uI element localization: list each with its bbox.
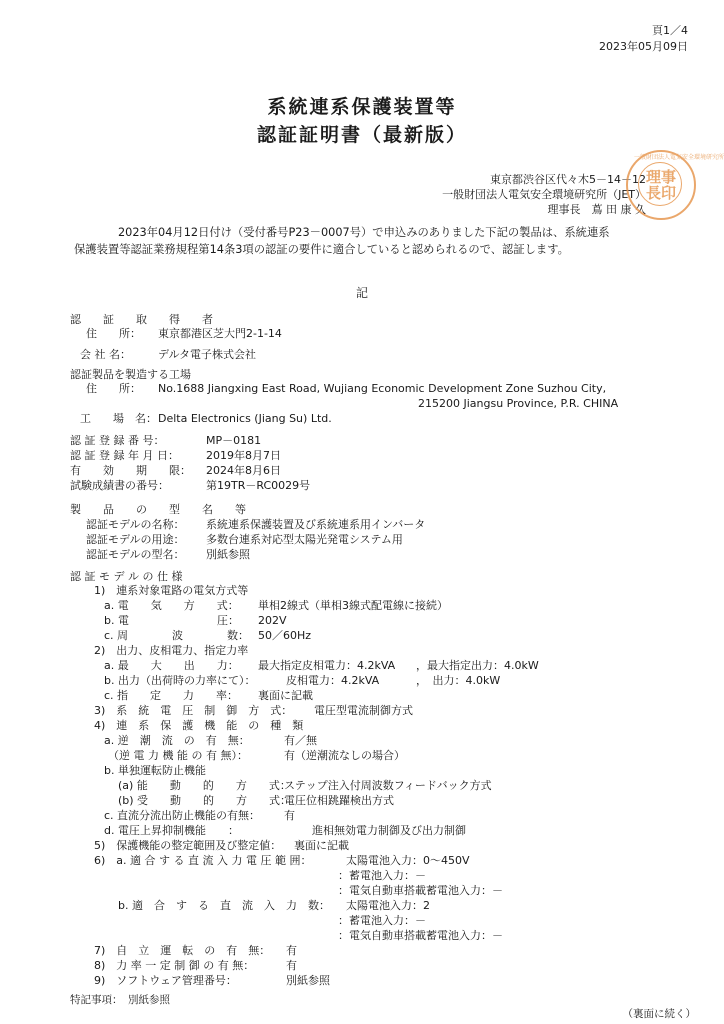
- spec-6b-solar: 太陽電池入力：2: [346, 899, 430, 912]
- spec-4b2-label: (b) 受 動 的 方 式：: [118, 794, 292, 807]
- spec-3-label: 3) 系 統 電 圧 制 御 方 式：: [94, 704, 293, 717]
- spec-1c-label: c. 周 波 数：: [104, 629, 250, 642]
- spec-4b1-label: (a) 能 動 的 方 式：: [118, 779, 291, 792]
- spec-9-label: 9) ソフトウェア管理番号：: [94, 974, 237, 987]
- document-title-line2: 認証証明書（最新版）: [256, 124, 467, 146]
- spec-4d-label: d. 電圧上昇抑制機能 ：: [104, 824, 239, 837]
- factory-address-line1: No.1688 Jiangxing East Road, Wujiang Economic Development Zone Suzhou City,: [158, 382, 607, 395]
- spec-2a-value2: ，最大指定出力：4.0kW: [416, 659, 539, 672]
- spec-2c-label: c. 指 定 力 率：: [104, 689, 239, 702]
- official-seal: [626, 150, 724, 220]
- intro-line1: 2023年04月12日付け（受付番号P23－0007号）で申込みのありました下記の製品は、系統連系: [118, 226, 610, 239]
- spec-2b-value2: ， 出力：4.0kW: [416, 674, 501, 687]
- spec-8-label: 8) 力 率 一 定 制 御 の 有 無：: [94, 959, 255, 972]
- spec-2-heading: 2) 出力、皮相電力、指定力率: [94, 644, 249, 657]
- spec-4c-label: c. 直流分流出防止機能の有無：: [104, 809, 261, 822]
- document-title-line1: 系統連系保護装置等: [267, 96, 457, 118]
- spec-2a-value: 最大指定皮相電力：4.2kVA: [258, 659, 396, 672]
- spec-4a2-label: （逆 電 力 機 能 の 有 無）：: [108, 749, 248, 762]
- spec-6b-label: b. 適 合 す る 直 流 入 力 数：: [118, 899, 330, 912]
- acquirer-company: デルタ電子株式会社: [158, 348, 257, 361]
- spec-8-value: 有: [286, 959, 297, 972]
- spec-1a-value: 単相2線式（単相3線式配電線に接続）: [258, 599, 448, 612]
- spec-5-label: 5) 保護機能の整定範囲及び整定値：: [94, 839, 282, 852]
- cert-date-label: 認 証 登 録 年 月 日：: [70, 449, 179, 462]
- factory-name: Delta Electronics (Jiang Su) Ltd.: [158, 412, 332, 425]
- ki-mark: 記: [356, 286, 369, 300]
- spec-2b-label: b. 出力（出荷時の力率にて）：: [104, 674, 256, 687]
- seal-char-1: 理: [646, 168, 662, 186]
- seal-char-2: 事: [661, 168, 677, 186]
- model-use: 多数台連系対応型太陽光発電システム用: [206, 533, 403, 546]
- model-type-label: 認証モデルの型名：: [86, 548, 185, 561]
- spec-1b-label: b. 電 圧：: [104, 614, 239, 627]
- spec-9-value: 別紙参照: [286, 974, 330, 987]
- seal-char-3: 長: [646, 184, 662, 202]
- spec-4a-label: a. 逆 潮 流 の 有 無：: [104, 734, 250, 747]
- test-report-number: 第19TR－RC0029号: [206, 479, 311, 492]
- special-notes-value: 別紙参照: [128, 994, 170, 1006]
- spec-4b1-value: ステップ注入付周波数フィードバック方式: [284, 779, 492, 792]
- spec-6a-ev-battery: ：電気自動車搭載蓄電池入力：－: [338, 884, 503, 897]
- acquirer-address: 東京都港区芝大門2-1-14: [158, 327, 282, 340]
- spec-4a2-value: 有（逆潮流なしの場合）: [284, 749, 405, 762]
- acquirer-heading: 認 証 取 得 者: [70, 313, 213, 326]
- spec-6a-label: 6) a. 適 合 す る 直 流 入 力 電 圧 範 囲：: [94, 854, 312, 867]
- spec-4d-value: 進相無効電力制御及び出力制御: [312, 824, 466, 837]
- issuer-organization: 一般財団法人電気安全環境研究所（JET）: [442, 188, 646, 201]
- factory-address-label: 住 所：: [86, 382, 141, 395]
- factory-heading: 認証製品を製造する工場: [70, 368, 191, 381]
- spec-6a-solar: 太陽電池入力：0～450V: [346, 854, 470, 867]
- model-name: 系統連系保護装置及び系統連系用インバータ: [206, 518, 426, 531]
- factory-name-label: 工 場 名：: [80, 412, 157, 425]
- issuer-address: 東京都渋谷区代々木5－14－12: [490, 173, 646, 186]
- page-number: 頁1／4: [652, 24, 688, 37]
- spec-6a-battery: ：蓄電池入力：－: [338, 869, 426, 882]
- special-notes-label: 特記事項：: [70, 994, 123, 1006]
- model-name-label: 認証モデルの名称：: [86, 518, 185, 531]
- spec-4b2-value: 電圧位相跳躍検出方式: [284, 794, 394, 807]
- spec-1a-label: a. 電 気 方 式：: [104, 599, 239, 612]
- spec-5-value: 裏面に記載: [294, 839, 349, 852]
- spec-6b-battery: ：蓄電池入力：－: [338, 914, 426, 927]
- test-report-label: 試験成績書の番号：: [70, 479, 169, 492]
- factory-address-line2: 215200 Jiangsu Province, P.R. CHINA: [418, 397, 619, 410]
- acquirer-company-label: 会 社 名：: [80, 348, 131, 361]
- spec-1-heading: 1) 連系対象電路の電気方式等: [94, 584, 249, 597]
- spec-heading: 認 証 モ デ ル の 仕 様: [70, 570, 183, 583]
- cert-expiry-label: 有 効 期 限：: [70, 464, 191, 477]
- issue-date: 2023年05月09日: [599, 40, 688, 53]
- cert-date: 2019年8月7日: [206, 449, 281, 462]
- product-heading: 製 品 の 型 名 等: [70, 503, 246, 516]
- spec-2b-value: 皮相電力：4.2kVA: [286, 674, 380, 687]
- cert-number-label: 認 証 登 録 番 号：: [70, 434, 165, 447]
- spec-3-value: 電圧型電流制御方式: [314, 704, 413, 717]
- seal-char-4: 印: [661, 184, 677, 202]
- continued-note: （裏面に続く）: [622, 1008, 696, 1020]
- seal-ring-text: 一般財団法人電気安全環境研究所: [634, 154, 724, 161]
- spec-1b-value: 202V: [258, 614, 287, 627]
- model-type: 別紙参照: [206, 548, 250, 561]
- intro-line2: 保護装置等認証業務規程第14条3項の認証の要件に適合していると認められるので、認証します。: [74, 243, 569, 256]
- spec-4-heading: 4) 連 系 保 護 機 能 の 種 類: [94, 719, 304, 732]
- cert-expiry: 2024年8月6日: [206, 464, 281, 477]
- spec-7-label: 7) 自 立 運 転 の 有 無：: [94, 944, 271, 957]
- issuer-representative: 理事長 蔦 田 康 久: [547, 203, 646, 216]
- acquirer-address-label: 住 所：: [86, 327, 141, 340]
- spec-6b-ev-battery: ：電気自動車搭載蓄電池入力：－: [338, 929, 503, 942]
- spec-4a-value: 有／無: [284, 734, 317, 747]
- spec-2c-value: 裏面に記載: [258, 689, 313, 702]
- model-use-label: 認証モデルの用途：: [86, 533, 185, 546]
- cert-number: MP－0181: [206, 434, 262, 447]
- spec-7-value: 有: [286, 944, 297, 957]
- spec-4b-heading: b. 単独運転防止機能: [104, 764, 206, 777]
- spec-1c-value: 50／60Hz: [258, 629, 312, 642]
- spec-4c-value: 有: [284, 809, 295, 822]
- spec-2a-label: a. 最 大 出 力：: [104, 659, 239, 672]
